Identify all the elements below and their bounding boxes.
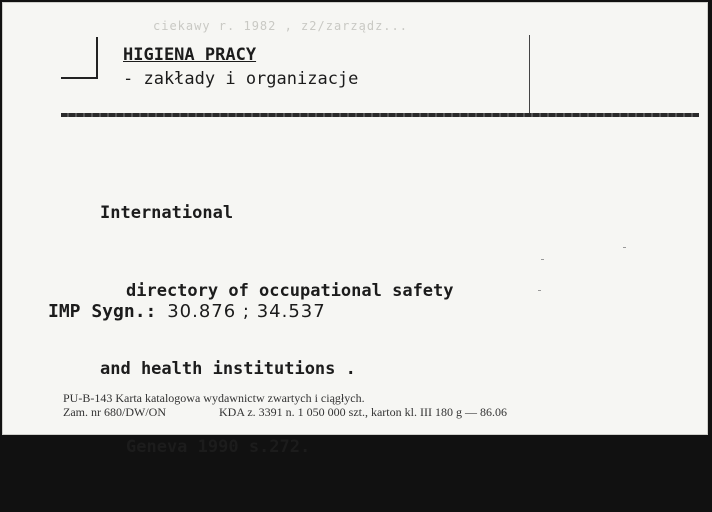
entry-line-title: International <box>100 203 234 223</box>
bibliographic-entry <box>100 148 454 512</box>
entry-line-imprint: Geneva 1990 s.272. <box>126 437 311 457</box>
footer-print-details: KDA z. 3391 n. 1 050 000 szt., karton kl. III 180 g — 86.06 <box>218 405 507 419</box>
call-number-label: IMP Sygn.: <box>48 301 157 322</box>
paper-speck <box>541 259 544 260</box>
call-number <box>48 301 326 322</box>
catalog-card <box>2 2 708 457</box>
bracket-mark-vertical <box>96 37 98 77</box>
entry-line-3: and health institutions . <box>100 359 356 379</box>
paper-speck <box>623 247 626 248</box>
subject-heading: HIGIENA PRACY <box>123 45 257 65</box>
footer-form-line: PU-B-143 Karta katalogowa wydawnictw zwartych i ciągłych. <box>63 391 365 405</box>
vertical-divider <box>529 35 530 113</box>
footer-print-line <box>63 405 703 419</box>
subject-heading-block <box>123 43 358 91</box>
bracket-mark-horizontal <box>61 77 98 79</box>
paper-speck <box>538 290 541 291</box>
entry-line-2: directory of occupational safety <box>126 281 454 301</box>
faded-handwritten-text: ciekawy r. 1982 , z2/zarządz... <box>153 19 408 33</box>
printed-footer <box>63 391 703 419</box>
footer-order-number: Zam. nr 680/DW/ON <box>63 405 166 419</box>
call-number-values: 30.876 ; 34.537 <box>167 301 326 322</box>
horizontal-rule <box>61 113 699 117</box>
subject-subheading: - zakłady i organizacje <box>123 69 359 89</box>
